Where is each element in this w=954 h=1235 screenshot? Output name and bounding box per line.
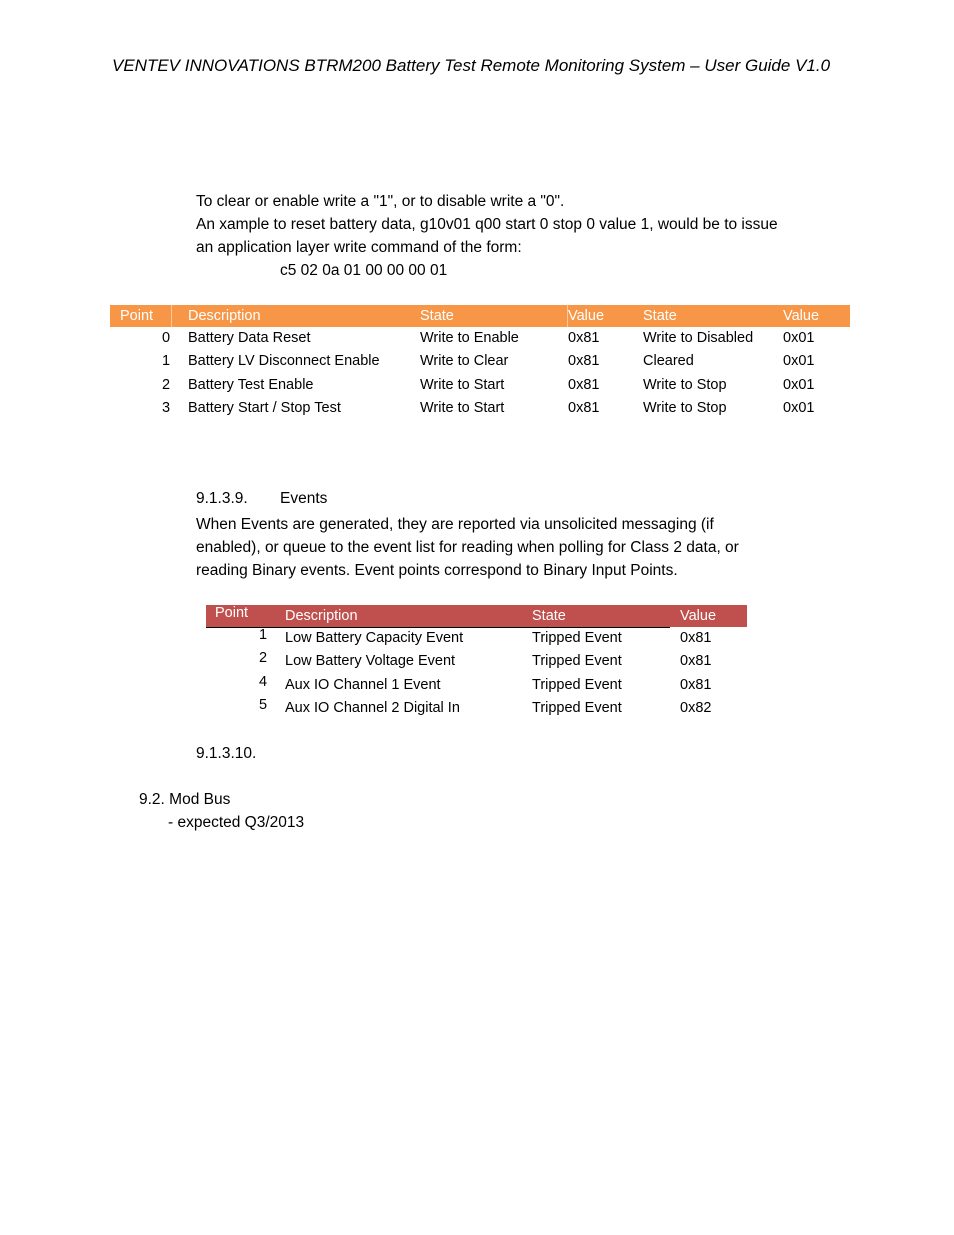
table-row [110, 352, 850, 375]
cell-description: Aux IO Channel 2 Digital In [285, 700, 460, 716]
header-state: State [643, 308, 677, 324]
header-value: Value [680, 608, 717, 624]
table-row [206, 652, 747, 675]
events-line: When Events are generated, they are reported via unsolicited messaging (if [196, 516, 714, 533]
cell-value: 0x01 [783, 330, 815, 346]
intro-line: An xample to reset battery data, g10v01 q00 start 0 stop 0 value 1, would be to issue [196, 216, 778, 233]
table-row [110, 399, 850, 422]
events-table [206, 605, 748, 725]
section-title: Events [280, 490, 328, 507]
cell-state: Tripped Event [532, 653, 622, 669]
next-section-number: 9.1.3.10. [196, 745, 257, 762]
events-table-header [206, 605, 747, 627]
intro-paragraph [196, 190, 856, 282]
header-point: Point [215, 605, 249, 621]
cell-point: 0 [162, 330, 171, 346]
cell-value: 0x81 [568, 330, 600, 346]
cell-state: Write to Stop [643, 377, 727, 393]
header-value: Value [783, 308, 820, 324]
cell-state: Write to Disabled [643, 330, 754, 346]
modbus-note: - expected Q3/2013 [168, 814, 305, 831]
cell-point: 1 [259, 627, 268, 643]
cell-description: Battery Data Reset [188, 330, 311, 346]
cell-point: 5 [259, 697, 268, 713]
command-example: c5 02 0a 01 00 00 00 01 [280, 262, 448, 279]
cell-state: Tripped Event [532, 677, 622, 693]
document-header-title: VENTEV INNOVATIONS BTRM200 Battery Test Remote Monitoring System – User Guide V1.0 [112, 56, 831, 75]
commands-table [110, 305, 850, 425]
events-paragraph [196, 513, 856, 582]
cell-point: 4 [259, 674, 268, 690]
cell-state: Tripped Event [532, 700, 622, 716]
cell-state: Write to Enable [420, 330, 519, 346]
cell-state: Tripped Event [532, 630, 622, 646]
cell-value: 0x81 [568, 400, 600, 416]
cell-description: Battery LV Disconnect Enable [188, 353, 380, 369]
cell-description: Battery Start / Stop Test [188, 400, 341, 416]
cell-point: 2 [162, 377, 171, 393]
cell-value: 0x01 [783, 353, 815, 369]
intro-line: an application layer write command of the form: [196, 239, 522, 256]
table-row [206, 676, 747, 699]
events-line: enabled), or queue to the event list for reading when polling for Class 2 data, or [196, 539, 739, 556]
header-value: Value [568, 308, 605, 324]
section-number: 9.1.3.9. [196, 490, 248, 507]
cell-value: 0x81 [680, 630, 712, 646]
cell-value: 0x81 [568, 377, 600, 393]
modbus-heading: 9.2. Mod Bus [139, 791, 231, 808]
table-row [110, 329, 850, 352]
cell-value: 0x81 [680, 677, 712, 693]
cell-state: Cleared [643, 353, 694, 369]
events-line: reading Binary events. Event points correspond to Binary Input Points. [196, 562, 678, 579]
header-state: State [420, 308, 454, 324]
cell-state: Write to Start [420, 400, 505, 416]
cell-value: 0x82 [680, 700, 712, 716]
events-section-heading [196, 490, 328, 508]
cell-state: Write to Start [420, 377, 505, 393]
cell-description: Battery Test Enable [188, 377, 314, 393]
cell-description: Low Battery Capacity Event [285, 630, 464, 646]
cell-value: 0x01 [783, 400, 815, 416]
table-row [206, 629, 747, 652]
cell-state: Write to Stop [643, 400, 727, 416]
cell-value: 0x81 [680, 653, 712, 669]
intro-line: To clear or enable write a "1", or to disable write a "0". [196, 193, 565, 210]
header-description: Description [188, 308, 261, 324]
cell-value: 0x81 [568, 353, 600, 369]
cell-point: 2 [259, 650, 268, 666]
header-state: State [532, 608, 566, 624]
commands-table-header [110, 305, 850, 327]
cell-value: 0x01 [783, 377, 815, 393]
cell-point: 1 [162, 353, 171, 369]
cell-description: Aux IO Channel 1 Event [285, 677, 441, 693]
cell-state: Write to Clear [420, 353, 509, 369]
table-row [110, 376, 850, 399]
header-description: Description [285, 608, 358, 624]
header-point: Point [120, 308, 154, 324]
cell-description: Low Battery Voltage Event [285, 653, 456, 669]
cell-point: 3 [162, 400, 171, 416]
table-row [206, 699, 747, 722]
